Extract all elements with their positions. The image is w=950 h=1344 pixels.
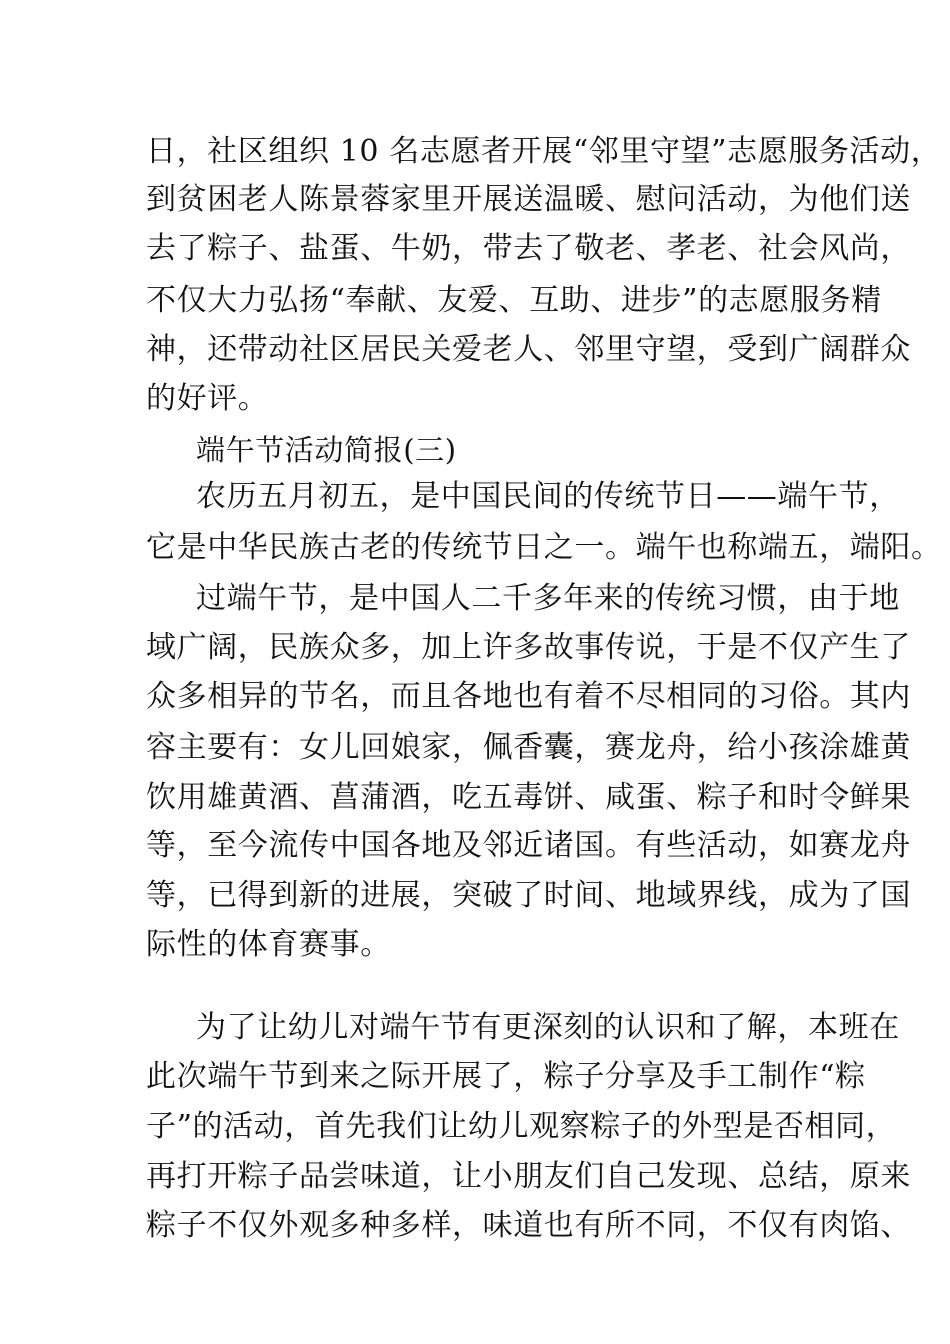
text-line: 过端午节，是中国人二千多年来的传统习惯，由于地 [196,581,900,616]
text-line: 等，至今流传中国各地及邻近诸国。有些活动，如赛龙舟 [146,828,911,863]
text-line: 的好评。 [146,381,269,416]
section-heading: 端午节活动简报(三) [196,433,457,467]
text-line: 再打开粽子品尝味道，让小朋友们自己发现、总结，原来 [146,1159,911,1194]
text-line: 等，已得到新的进展，突破了时间、地域界线，成为了国 [146,878,911,913]
text-line: 容主要有：女儿回娘家，佩香囊，赛龙舟，给小孩涂雄黄 [146,730,911,765]
text-line: 它是中华民族古老的传统节日之一。端午也称端五，端阳。 [146,530,942,565]
text-line: 域广阔，民族众多，加上许多故事传说，于是不仅产生了 [146,630,911,665]
text-line: 日，社区组织 10 名志愿者开展“邻里守望”志愿服务活动， [146,134,942,169]
text-line: 此次端午节到来之际开展了，粽子分享及手工制作“粽 [146,1059,866,1094]
text-line: 神，还带动社区居民关爱老人、邻里守望，受到广阔群众 [146,332,911,367]
text-line: 农历五月初五，是中国民间的传统节日——端午节， [196,479,900,514]
text-line: 饮用雄黄酒、菖蒲酒，吃五毒饼、咸蛋、粽子和时令鲜果 [146,780,911,815]
text-line: 际性的体育赛事。 [146,927,391,962]
text-line: 不仅大力弘扬“奉献、友爱、互助、进步”的志愿服务精 [146,283,882,318]
text-line: 粽子不仅外观多种多样，味道也有所不同，不仅有肉馅、 [146,1208,911,1243]
text-line: 去了粽子、盐蛋、牛奶，带去了敬老、孝老、社会风尚， [146,231,911,266]
text-line: 众多相异的节名，而且各地也有着不尽相同的习俗。其内 [146,679,911,714]
text-line: 到贫困老人陈景蓉家里开展送温暖、慰问活动，为他们送 [146,182,911,217]
text-line: 子”的活动，首先我们让幼儿观察粽子的外型是否相同， [146,1109,897,1144]
text-line: 为了让幼儿对端午节有更深刻的认识和了解，本班在 [196,1010,900,1045]
